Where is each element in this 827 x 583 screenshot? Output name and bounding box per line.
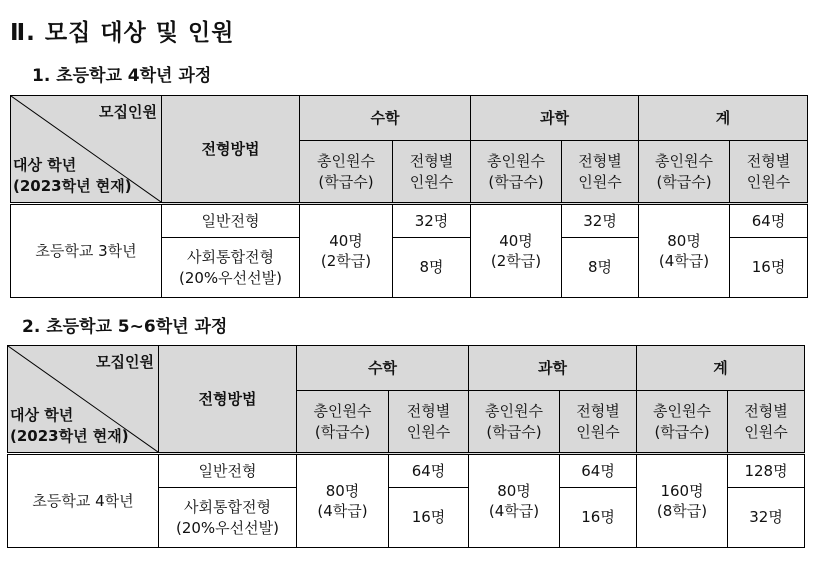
sum-per-subheader: 전형별 인원수 — [730, 141, 808, 204]
science-total-cell: 80명 (4학급) — [469, 454, 560, 548]
science-general-cell: 32명 — [562, 204, 639, 238]
science-per-subheader: 전형별 인원수 — [560, 391, 637, 454]
method-general-cell: 일반전형 — [159, 454, 297, 488]
sum-per-subheader: 전형별 인원수 — [728, 391, 805, 454]
method-social-cell: 사회통합전형 (20%우선선발) — [159, 488, 297, 548]
sum-total-cell: 160명 (8학급) — [637, 454, 728, 548]
method-header: 전형방법 — [159, 346, 297, 454]
science-header: 과학 — [469, 346, 637, 391]
recruitment-table-grade5-6 — [7, 345, 805, 548]
table-corner-header — [8, 346, 159, 454]
recruitment-table-grade4 — [10, 95, 808, 298]
math-social-cell: 16명 — [389, 488, 469, 548]
math-social-cell: 8명 — [393, 238, 471, 298]
math-per-subheader: 전형별 인원수 — [389, 391, 469, 454]
sum-total-subheader: 총인원수 (학급수) — [637, 391, 728, 454]
corner-grade-label: 대상 학년 (2023학년 현재) — [13, 155, 132, 196]
sum-total-subheader: 총인원수 (학급수) — [639, 141, 730, 204]
science-general-cell: 64명 — [560, 454, 637, 488]
section-1-subtitle: 1. 초등학교 4학년 과정 — [32, 66, 212, 86]
math-total-subheader: 총인원수 (학급수) — [300, 141, 393, 204]
math-header: 수학 — [297, 346, 469, 391]
science-per-subheader: 전형별 인원수 — [562, 141, 639, 204]
math-total-subheader: 총인원수 (학급수) — [297, 391, 389, 454]
science-header: 과학 — [471, 96, 639, 141]
corner-recruit-label: 모집인원 — [96, 353, 154, 371]
science-social-cell: 16명 — [560, 488, 637, 548]
math-total-cell: 80명 (4학급) — [297, 454, 389, 548]
sum-social-cell: 32명 — [728, 488, 805, 548]
page-heading: Ⅱ. 모집 대상 및 인원 — [10, 20, 235, 46]
sum-total-cell: 80명 (4학급) — [639, 204, 730, 298]
method-header: 전형방법 — [162, 96, 300, 204]
sum-header: 계 — [637, 346, 805, 391]
corner-recruit-label: 모집인원 — [99, 103, 157, 121]
section-2-subtitle: 2. 초등학교 5~6학년 과정 — [22, 317, 228, 337]
math-general-cell: 64명 — [389, 454, 469, 488]
math-header: 수학 — [300, 96, 471, 141]
corner-grade-label: 대상 학년 (2023학년 현재) — [10, 405, 129, 446]
target-grade-cell: 초등학교 3학년 — [11, 204, 162, 298]
science-total-subheader: 총인원수 (학급수) — [471, 141, 562, 204]
method-social-cell: 사회통합전형 (20%우선선발) — [162, 238, 300, 298]
sum-general-cell: 64명 — [730, 204, 808, 238]
math-per-subheader: 전형별 인원수 — [393, 141, 471, 204]
science-social-cell: 8명 — [562, 238, 639, 298]
math-total-cell: 40명 (2학급) — [300, 204, 393, 298]
sum-general-cell: 128명 — [728, 454, 805, 488]
sum-header: 계 — [639, 96, 808, 141]
science-total-subheader: 총인원수 (학급수) — [469, 391, 560, 454]
target-grade-cell: 초등학교 4학년 — [8, 454, 159, 548]
table-corner-header — [11, 96, 162, 204]
science-total-cell: 40명 (2학급) — [471, 204, 562, 298]
method-general-cell: 일반전형 — [162, 204, 300, 238]
math-general-cell: 32명 — [393, 204, 471, 238]
sum-social-cell: 16명 — [730, 238, 808, 298]
